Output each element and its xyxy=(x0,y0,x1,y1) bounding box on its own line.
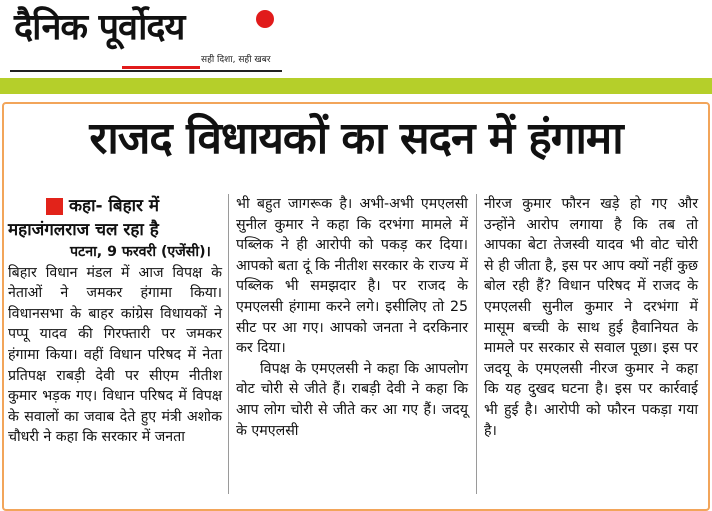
column-divider xyxy=(476,194,477,494)
dateline: पटना, 9 फरवरी (एजेंसी)। xyxy=(70,244,211,260)
masthead-rule xyxy=(10,70,282,72)
masthead xyxy=(0,0,712,78)
column-divider xyxy=(228,194,229,494)
red-square-icon xyxy=(46,198,63,215)
green-banner xyxy=(0,78,712,94)
column-3-body: नीरज कुमार फौरन खड़े हो गए और उन्होंने आरोप लगाया है कि तब तो आपका बेटा तेजस्वी यादव भी वोट चोरी से ही जीता है, इस पर आप क्यों नहीं कुछ बोल रही हैं? विधान परिषद में राजद के एमएलसी सुनील कुमार ने दरभंगा में मासूम बच्ची के साथ हुई हैवानियत के मामले पर सरकार से सवाल पूछा। इस पर जदयू के एमएलसी नीरज कुमार ने कहा कि यह दुखद घटना है। इस पर कार्रवाई भी हुई है। आरोपी को फौरन पकड़ा गया है। xyxy=(484,196,698,439)
article-column-2 xyxy=(236,194,468,441)
subheading-line-2: महाजंगलराज चल रहा है xyxy=(8,220,159,240)
tagline: सही दिशा, सही खबर xyxy=(201,55,271,65)
subheading xyxy=(8,194,222,218)
newspaper-logo: दैनिक पूर्वोदय xyxy=(14,7,185,48)
logo-red-underline xyxy=(122,66,200,69)
column-2-paragraph-1: भी बहुत जागरूक है। अभी-अभी एमएलसी सुनील कुमार ने कहा कि दरभंगा मामले में पब्लिक ने ही आरोपी को पकड़ कर दिया। आपको बता दूं कि नीतीश सरकार के राज्य में पब्लिक भी समझदार है। पर राजद के एमएलसी हंगामा करने लगे। इसीलिए तो 25 सीट पर आ गए। आपको जनता ने दरकिनार कर दिया। xyxy=(236,196,468,357)
subheading-line-1: कहा- बिहार में xyxy=(69,196,160,216)
article-headline: राजद विधायकों का सदन में हंगामा xyxy=(89,113,623,164)
logo-dot-icon xyxy=(256,10,274,28)
column-1-body: बिहार विधान मंडल में आज विपक्ष के नेताओं ने जमकर हंगामा किया। विधानसभा के बाहर कांग्रेस विधायकों ने पप्पू यादव की गिरफ्तारी पर जमकर हंगामा किया। वहीं विधान परिषद में नेता प्रतिपक्ष राबड़ी देवी पर सीएम नीतीश कुमार भड़क गए। विधान परिषद में विपक्ष के सवालों का जवाब देते हुए मंत्री अशोक चौधरी ने कहा कि सरकार में जनता xyxy=(8,264,222,446)
article-column-3 xyxy=(484,194,698,441)
column-2-paragraph-2: विपक्ष के एमएलसी ने कहा कि आपलोग वोट चोरी से जीते हैं। राबड़ी देवी ने कहा कि आप लोग चोरी से जीते कर आ गए हैं। जदयू के एमएलसी xyxy=(236,360,468,439)
article-column-1 xyxy=(8,194,222,448)
